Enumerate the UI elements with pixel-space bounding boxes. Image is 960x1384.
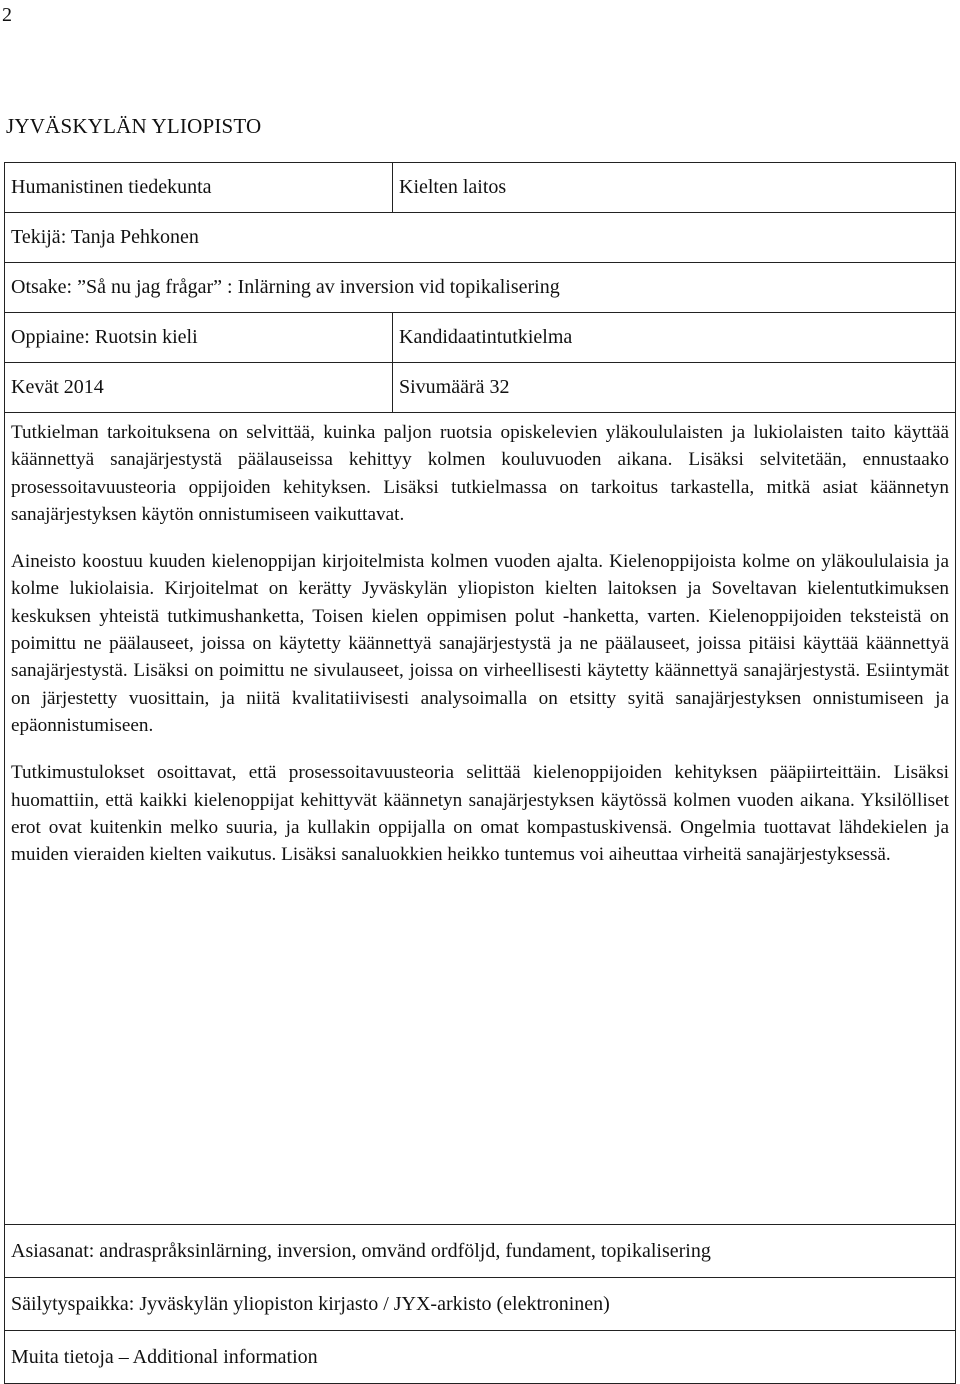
repository-row bbox=[5, 1278, 956, 1331]
thesis-abstract-form bbox=[4, 162, 956, 1384]
date-row bbox=[5, 363, 956, 413]
title-cell: Otsake: ”Så nu jag frågar” : Inlärning av inversion vid topikalisering bbox=[5, 263, 956, 313]
subject-cell: Oppiaine: Ruotsin kieli bbox=[5, 313, 393, 363]
abstract-paragraph-1: Tutkielman tarkoituksena on selvittää, kuinka paljon ruotsia opiskelevien yläkoululaisten ja lukiolaisten taito käyttää käännettyä sanajärjestystä päälauseissa kehittyy kolmen kouluvuoden aikana. Lisäksi selvitetään, ennustaako prosessoitavuusteoria oppijoiden kehityksen. Lisäksi tutkielmassa on tarkoitus tarkastella, mitkä asiat käännetyn sanajärjestyksen käytön onnistumiseen vaikuttavat. bbox=[11, 422, 949, 525]
faculty-row bbox=[5, 163, 956, 213]
faculty-cell: Humanistinen tiedekunta bbox=[5, 163, 393, 213]
subject-row bbox=[5, 313, 956, 363]
title-row bbox=[5, 263, 956, 313]
author-row bbox=[5, 213, 956, 263]
keywords-cell: Asiasanat: andraspråksinlärning, inversion, omvänd ordföljd, fundament, topikalisering bbox=[5, 1225, 956, 1278]
date-cell: Kevät 2014 bbox=[5, 363, 393, 413]
abstract-paragraph-2: Aineisto koostuu kuuden kielenoppijan kirjoitelmista kolmen vuoden ajalta. Kielenoppijoista kolme on yläkoululaisia ja kolme lukiolaisia. Kirjoitelmat on kerätty Jyväskylän yliopiston kielten laitoksen ja Soveltavan kielentutkimuksen keskuksen yhteistä tutkimushanketta, Toisen kielen oppimisen polut -hanketta, varten. Kielenoppijoiden teksteistä on poimittu ne päälauseet, joissa on käytetty käännettyä sanajärjestystä ja ne päälauseet, joissa pitäisi käyttää käännettyä sanajärjestystä. Lisäksi on poimittu ne sivulauseet, joissa on virheellisesti käytetty käännettyä sanajärjestystä. Esiintymät on järjestetty vuosittain, ja niitä kvalitatiivisesti analysoimalla on etsitty syitä sanajärjestyksen onnistumiseen ja epäonnistumiseen. bbox=[11, 551, 949, 736]
repository-cell: Säilytyspaikka: Jyväskylän yliopiston kirjasto / JYX-arkisto (elektroninen) bbox=[5, 1278, 956, 1331]
abstract-row bbox=[5, 413, 956, 1225]
additional-info-cell: Muita tietoja – Additional information bbox=[5, 1331, 956, 1384]
university-name: JYVÄSKYLÄN YLIOPISTO bbox=[6, 114, 262, 138]
abstract-paragraph-3: Tutkimustulokset osoittavat, että prosessoitavuusteoria selittää kielenoppijoiden kehityksen pääpiirteittäin. Lisäksi huomattiin, että kaikki kielenoppijat kehittyvät käännetyn sanajärjestyksen käytössä kolmen vuoden aikana. Yksilölliset erot ovat kuitenkin melko suuria, ja kullakin oppijalla on omat kompastuskivensä. Ongelmia tuottavat lähdekielen ja muiden vieraiden kielten vaikutus. Lisäksi sanaluokkien heikko tuntemus voi aiheuttaa virheitä sanajärjestyksessä. bbox=[11, 762, 949, 866]
author-cell: Tekijä: Tanja Pehkonen bbox=[5, 213, 956, 263]
additional-info-row bbox=[5, 1331, 956, 1384]
page-number: 2 bbox=[2, 4, 12, 26]
abstract-cell bbox=[5, 413, 956, 1225]
pages-cell: Sivumäärä 32 bbox=[393, 363, 956, 413]
keywords-row bbox=[5, 1225, 956, 1278]
level-cell: Kandidaatintutkielma bbox=[393, 313, 956, 363]
department-cell: Kielten laitos bbox=[393, 163, 956, 213]
